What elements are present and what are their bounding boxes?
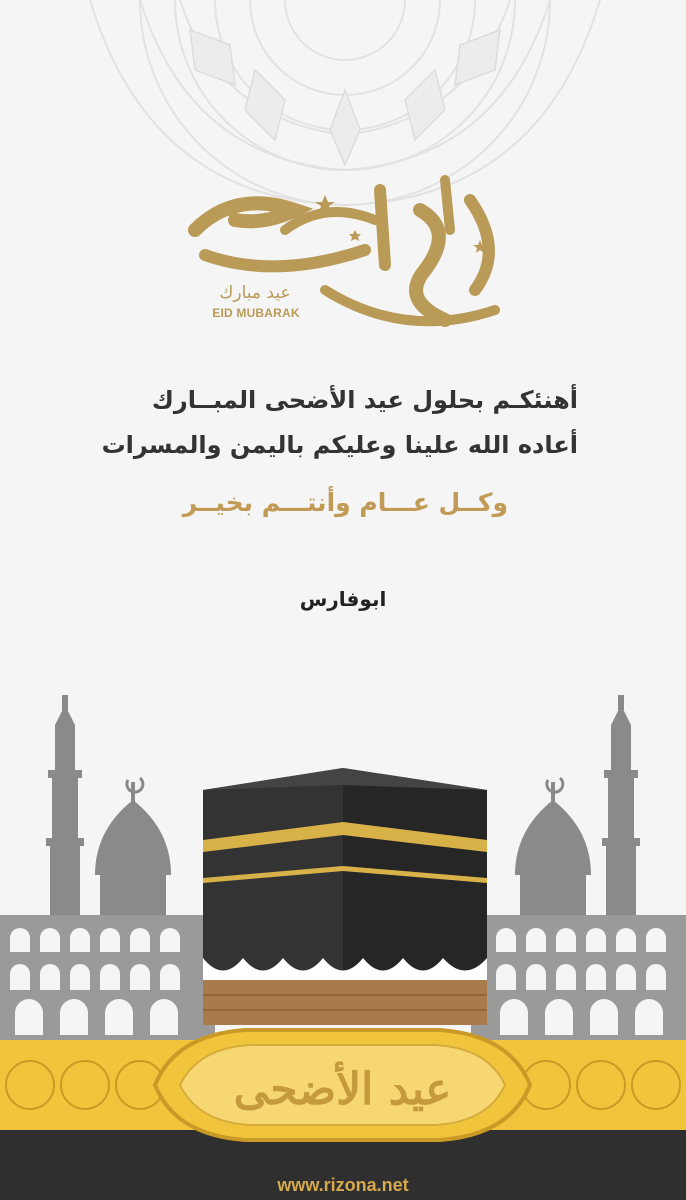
kaaba xyxy=(203,768,487,1025)
logo-arabic-text: عيد مبارك xyxy=(219,283,291,303)
greeting-line-3: وكــل عـــام وأنتـــم بخيــر xyxy=(182,488,508,517)
eid-al-adha-banner-text: عيد الأضحى xyxy=(233,1064,452,1115)
greeting-line-1: أهنئكـم بحلول عيد الأضحى المبــارك xyxy=(151,386,578,414)
logo-english-text: EID MUBARAK xyxy=(212,306,300,320)
footer-url[interactable]: www.rizona.net xyxy=(277,1175,409,1195)
greeting-line-2: أعاده الله علينا وعليكم باليمن والمسرات xyxy=(101,431,578,459)
sender-name: ابوفارس xyxy=(299,587,387,611)
eid-mubarak-calligraphy xyxy=(175,170,515,355)
